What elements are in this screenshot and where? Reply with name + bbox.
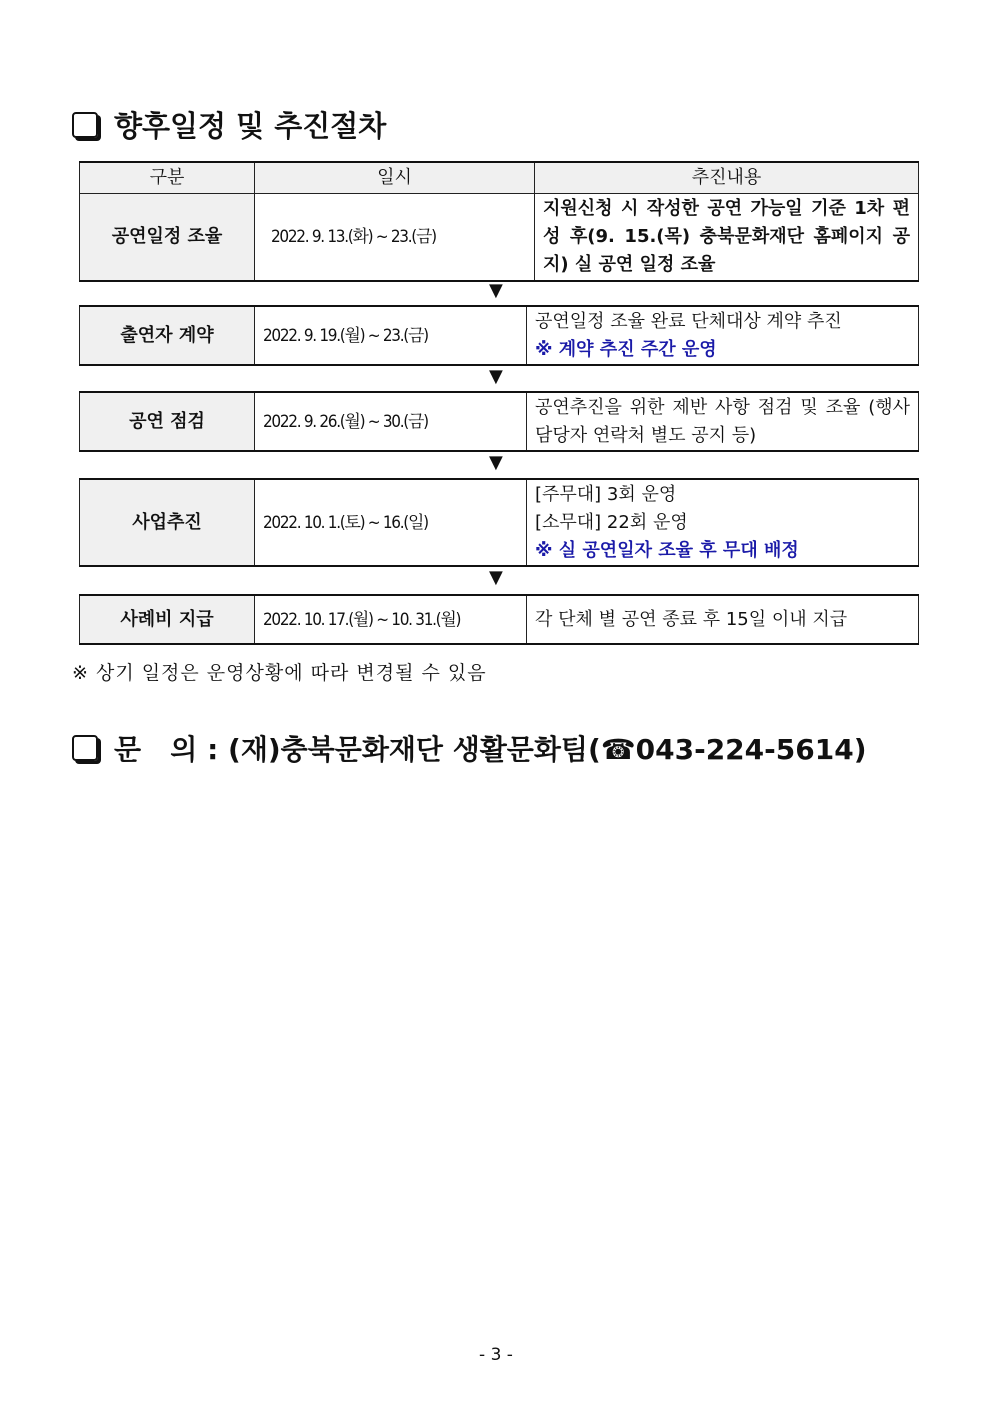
content-line: [주무대] 3회 운영 [535,483,677,505]
row-content: 지원신청 시 작성한 공연 가능일 기준 1차 편성 후(9. 15.(목) 충북문화재단 홈페이지 공지) 실 공연 일정 조율 [535,194,919,282]
schedule-table-row [79,594,919,645]
contact-text: 문 의 : (재)충북문화재단 생활문화팀(☎043-224-5614) [114,733,867,766]
row-content [527,479,919,566]
row-category: 사업추진 [80,479,255,566]
header-category: 구분 [80,162,255,194]
section-title-schedule [72,104,386,145]
row-content: 공연추진을 위한 제반 사항 점검 및 조율 (행사 담당자 연락처 별도 공지 등) [527,392,919,451]
row-content [527,306,919,365]
section-title-text: 향후일정 및 추진절차 [114,109,387,143]
schedule-table-header [79,161,919,282]
header-date: 일시 [255,162,535,194]
down-arrow-icon: ▼ [489,280,503,301]
row-date: 2022. 9. 13.(화) ~ 23.(금) [255,194,535,282]
schedule-table-row [79,305,919,366]
schedule-table-row [79,391,919,452]
row-category: 공연 점검 [80,392,255,451]
header-content: 추진내용 [535,162,919,194]
row-category: 출연자 계약 [80,306,255,365]
row-category: 사례비 지급 [80,595,255,644]
schedule-footnote: ※ 상기 일정은 운영상황에 따라 변경될 수 있음 [72,662,487,684]
row-category: 공연일정 조율 [80,194,255,282]
row-date: 2022. 9. 26.(월) ~ 30.(금) [255,392,527,451]
row-date: 2022. 10. 1.(토) ~ 16.(일) [255,479,527,566]
page-number: - 3 - [479,1345,513,1365]
row-content: 각 단체 별 공연 종료 후 15일 이내 지급 [527,595,919,644]
down-arrow-icon: ▼ [489,366,503,387]
section-title-contact [72,728,867,768]
content-line: [소무대] 22회 운영 [535,511,688,533]
row-date: 2022. 9. 19.(월) ~ 23.(금) [255,306,527,365]
down-arrow-icon: ▼ [489,567,503,588]
content-line: 공연일정 조율 완료 단체대상 계약 추진 [535,310,842,332]
schedule-table-row [79,478,919,567]
down-arrow-icon: ▼ [489,452,503,473]
row-date: 2022. 10. 17.(월) ~ 10. 31.(월) [255,595,527,644]
checkbox-icon [72,735,98,761]
content-note: ※ 실 공연일자 조율 후 무대 배정 [535,539,799,561]
content-note: ※ 계약 추진 주간 운영 [535,338,717,360]
checkbox-icon [72,112,98,138]
